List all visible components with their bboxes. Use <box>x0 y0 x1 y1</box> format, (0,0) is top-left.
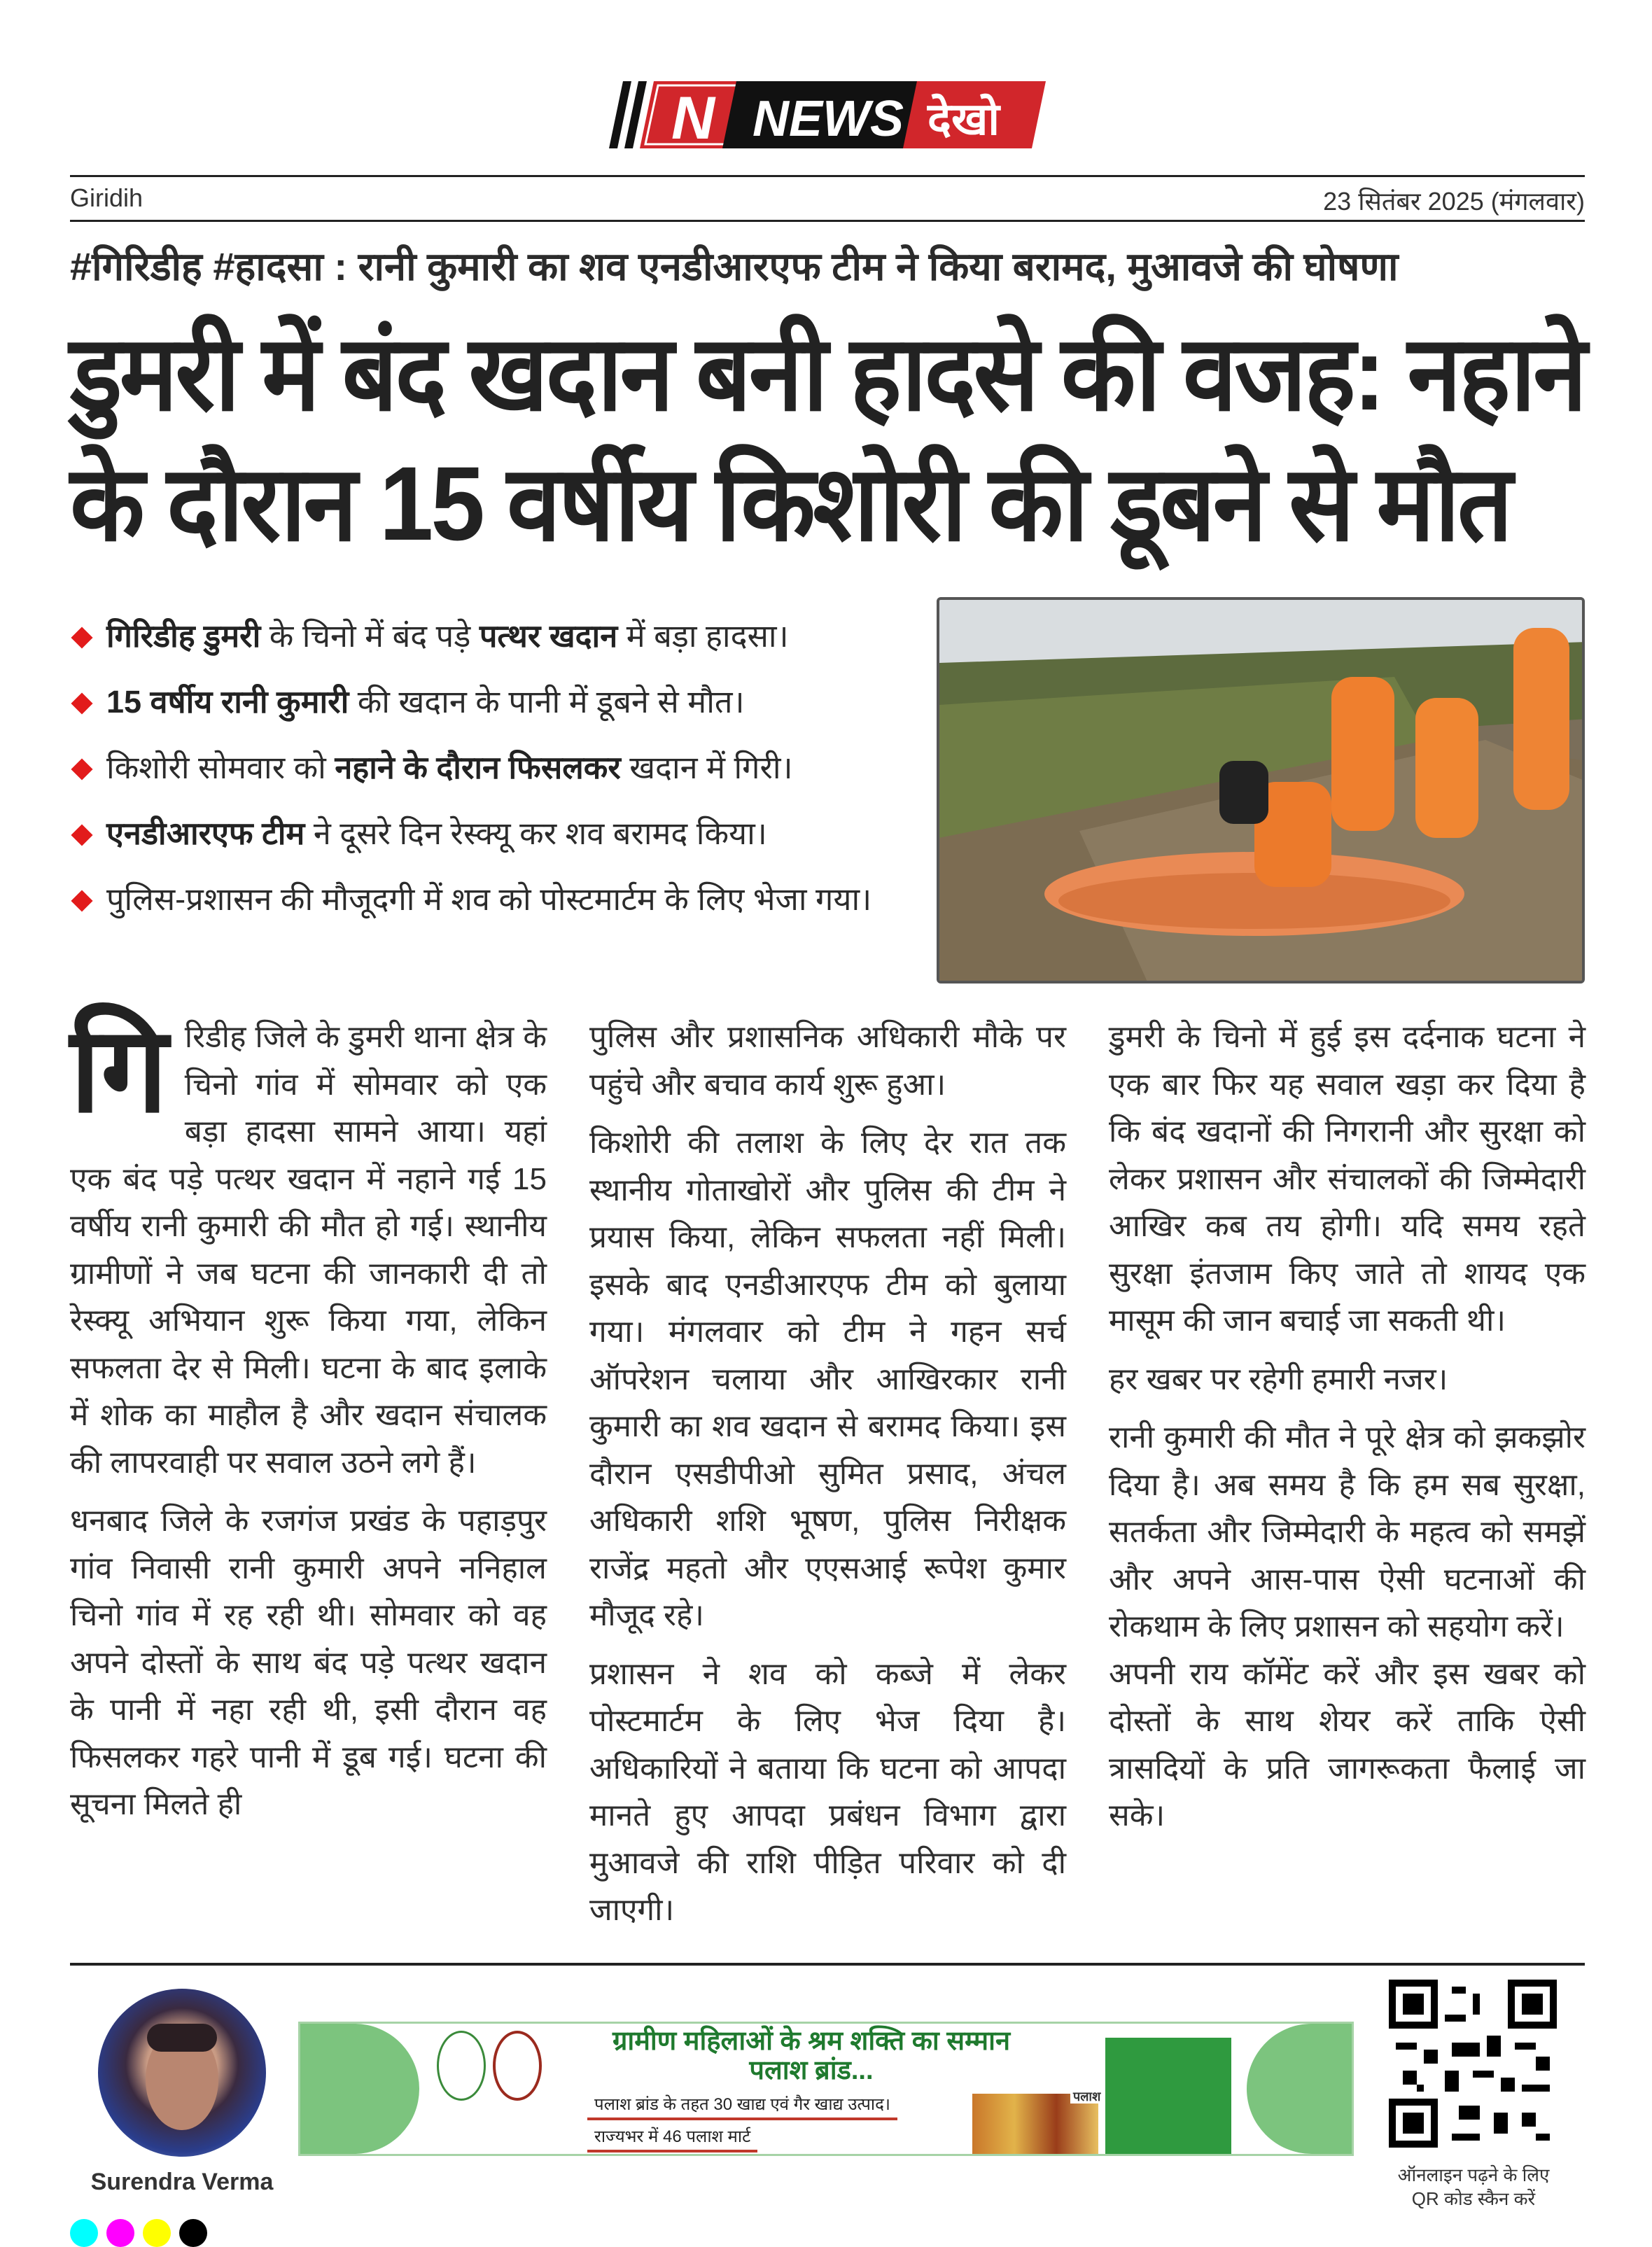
news-dekho-logo[interactable] <box>609 81 1046 148</box>
ad-title: ग्रामीण महिलाओं के श्रम शक्ति का सम्मान <box>612 2026 1011 2056</box>
highlight-text: की खदान के पानी में डूबने से मौत। <box>349 684 745 720</box>
ad-person-right <box>1247 2024 1352 2154</box>
logo-text-hi: देखो <box>927 94 1000 144</box>
highlight-text: पुलिस-प्रशासन की मौजूदगी में शव को पोस्टमार्टम के लिए भेजा गया। <box>106 881 872 917</box>
paragraph: किशोरी की तलाश के लिए देर रात तक स्थानीय गोताखोरों और पुलिस की टीम ने प्रयास किया, लेकिन सफलता नहीं मिली। इसके बाद एनडीआरएफ टीम को बुलाया गया। मंगलवार को टीम ने गहन सर्च ऑपरेशन चलाया और आखिरकार रानी कुमारी का शव खदान से बरामद किया। इस दौरान एसडीपीओ सुमित प्रसाद, अंचल अधिकारी शशि भूषण, पुलिस निरीक्षक राजेंद्र महतो और एएसआई रूपेश कुमार मौजूद रहे। <box>589 1126 1066 1632</box>
highlight-text: के चिनो में बंद पड़े <box>260 618 479 654</box>
cmyk-cyan-dot <box>70 2219 98 2247</box>
ad-line-2: राज्यभर में 46 पलाश मार्ट <box>587 2126 757 2152</box>
paragraph: पुलिस और प्रशासनिक अधिकारी मौके पर पहुंचे और बचाव कार्य शुरू हुआ। <box>589 1020 1066 1102</box>
paragraph-text: रिडीह जिले के डुमरी थाना क्षेत्र के चिनो गांव में सोमवार को एक बड़ा हादसा सामने आया। यहां एक बंद पड़े पत्थर खदान में नहाने गई 15 वर्षीय रानी कुमारी की मौत हो गई। स्थानीय ग्रामीणों ने जब घटना की जानकारी दी तो रेस्क्यू अभियान शुरू किया गया, लेकिन सफलता देर से मिली। घटना के बाद इलाके में शोक का माहौल है और खदान संचालक की लापरवाही पर सवाल उठने लगे हैं। <box>70 1020 547 1480</box>
cmyk-magenta-dot <box>106 2219 134 2247</box>
paragraph: प्रशासन ने शव को कब्जे में लेकर पोस्टमार्टम के लिए भेज दिया है। अधिकारियों ने बताया कि घटना को आपदा मानते हुए आपदा प्रबंधन विभाग द्वारा मुआवजे की राशि पीड़ित परिवार को दी जाएगी। <box>589 1656 1066 1927</box>
highlight-text: में बड़ा हादसा। <box>617 618 789 654</box>
highlight-bold: 15 वर्षीय रानी कुमारी <box>106 684 349 720</box>
highlight-item <box>70 801 910 867</box>
article-column-2 <box>589 1014 1066 1945</box>
article-headline: डुमरी में बंद खदान बनी हादसे की वजह: नहाने के दौरान 15 वर्षीय किशोरी की डूबने से मौत <box>70 314 1585 562</box>
highlight-bold: गिरिडीह डुमरी <box>106 618 261 654</box>
drop-cap: गि <box>70 1004 168 1137</box>
paragraph: हर खबर पर रहेगी हमारी नजर। <box>1109 1362 1448 1396</box>
header-bottom-rule <box>70 220 1585 222</box>
paragraph: अपनी राय कॉमेंट करें और इस खबर को दोस्तों के साथ शेयर करें ताकि ऐसी त्रासदियों के प्रति जागरूकता फैलाई जा सके। <box>1109 1656 1586 1833</box>
ad-person-left <box>300 2024 419 2154</box>
logo-text-en: NEWS <box>752 91 904 147</box>
rescue-photo <box>937 597 1585 983</box>
author-avatar <box>98 1989 266 2157</box>
header-top-rule <box>70 175 1585 177</box>
paragraph: डुमरी के चिनो में हुई इस दर्दनाक घटना ने एक बार फिर यह सवाल खड़ा कर दिया है कि बंद खदानों की निगरानी और सुरक्षा को लेकर प्रशासन और संचालकों की जिम्मेदारी आखिर कब तय होगी। यदि समय रहते सुरक्षा इंतजाम किए जाते तो शायद एक मासूम की जान बचाई जा सकती थी। <box>1109 1020 1586 1338</box>
logo-letter: N <box>671 85 715 148</box>
highlight-text: किशोरी सोमवार को <box>106 750 335 785</box>
highlight-item <box>70 603 910 669</box>
ad-title-block <box>566 2026 1056 2085</box>
qr-code[interactable] <box>1389 1980 1557 2148</box>
highlight-item <box>70 669 910 735</box>
location-label: Giridih <box>70 183 144 212</box>
ad-subtitle: पलाश ब्रांड... <box>749 2056 874 2085</box>
article-kicker: #गिरिडीह #हादसा : रानी कुमारी का शव एनडीआरएफ टीम ने किया बरामद, मुआवजे की घोषणा <box>70 244 1399 288</box>
qr-caption <box>1372 2163 1575 2211</box>
article-column-1 <box>70 1004 547 1840</box>
highlight-bold: एनडीआरएफ टीम <box>106 816 305 851</box>
highlight-item <box>70 867 910 932</box>
highlight-text: ने दूसरे दिन रेस्क्यू कर शव बरामद किया। <box>304 816 767 851</box>
author-name: Surendra Verma <box>90 2169 274 2195</box>
cmyk-black-dot <box>179 2219 207 2247</box>
ad-line-1: पलाश ब्रांड के तहत 30 खाद्य एवं गैर खाद्य उत्पाद। <box>587 2094 897 2120</box>
paragraph <box>70 1004 547 1486</box>
highlight-item <box>70 735 910 801</box>
article-column-3 <box>1109 1014 1586 1851</box>
palash-emblem-icon <box>493 2031 542 2101</box>
highlight-text: खदान में गिरी। <box>620 750 793 785</box>
jharkhand-seal-icon <box>437 2031 486 2101</box>
highlight-bold: नहाने के दौरान फिसलकर <box>335 750 621 785</box>
cmyk-yellow-dot <box>143 2219 171 2247</box>
highlight-bold: पत्थर खदान <box>479 618 618 654</box>
ad-women-collage <box>1105 2038 1231 2156</box>
paragraph: धनबाद जिले के रजगंज प्रखंड के पहाड़पुर गांव निवासी रानी कुमारी अपने ननिहाल चिनो गांव में रह रही थी। सोमवार को वह अपने दोस्तों के साथ बंद पड़े पत्थर खदान के पानी में नहा रही थी, इसी दौरान वह फिसलकर गहरे पानी में डूब गई। घटना की सूचना मिलते ही <box>70 1504 547 1821</box>
qr-caption-line-2: QR कोड स्कैन करें <box>1411 2188 1536 2209</box>
footer-rule <box>70 1963 1585 1966</box>
qr-caption-line-1: ऑनलाइन पढ़ने के लिए <box>1397 2164 1550 2185</box>
ad-brand: पलाश <box>1070 2090 1103 2104</box>
paragraph: रानी कुमारी की मौत ने पूरे क्षेत्र को झकझोर दिया है। अब समय है कि हम सब सुरक्षा, सतर्कता और जिम्मेदारी के महत्व को समझें और अपने आस-पास ऐसी घटनाओं की रोकथाम के लिए प्रशासन को सहयोग करें। <box>1109 1420 1586 1644</box>
date-label: 23 सितंबर 2025 (मंगलवार) <box>1323 187 1585 216</box>
palash-ad-banner[interactable] <box>298 2022 1354 2156</box>
highlights-list <box>70 603 910 932</box>
